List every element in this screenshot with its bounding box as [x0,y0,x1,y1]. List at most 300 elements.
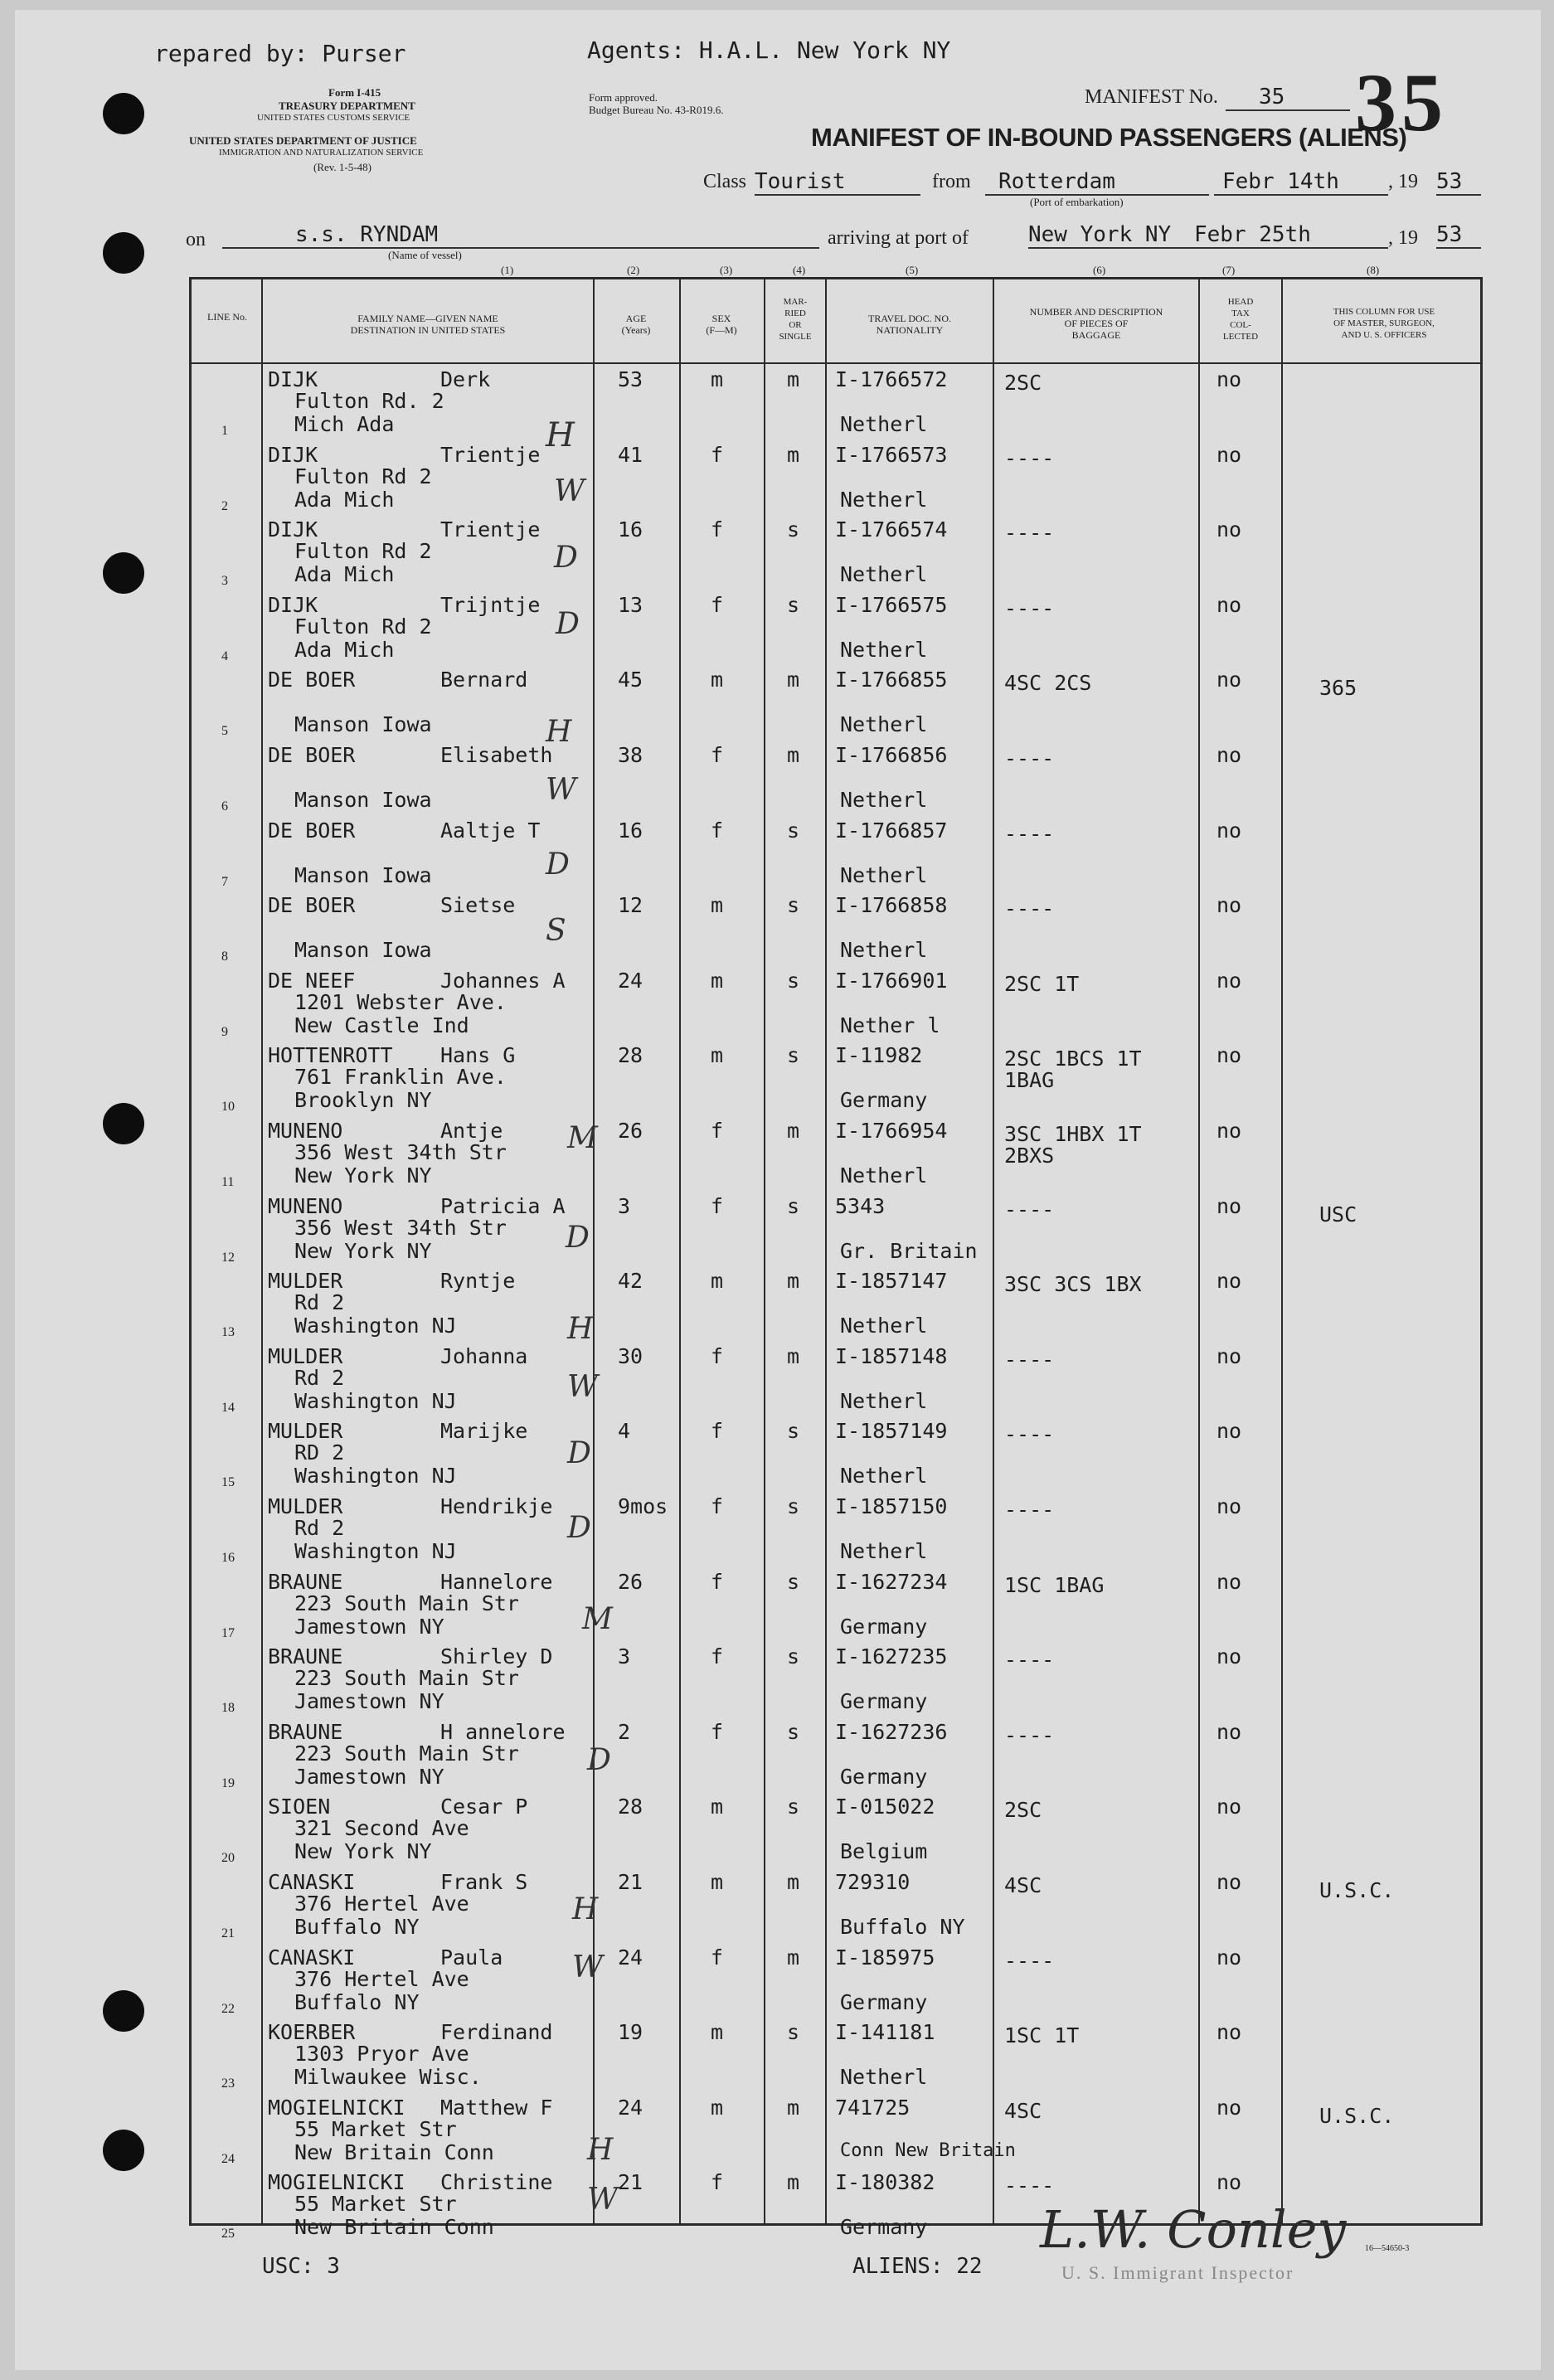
address-line-2: Washington NJ [294,1539,457,1563]
baggage: ---- [1004,1722,1055,1747]
given-name: Sietse [440,893,516,918]
marital-status: s [787,1494,800,1518]
head-tax: no [1216,1795,1242,1819]
handwritten-mark: D [567,1436,591,1470]
nationality: Netherl [840,938,928,963]
address-line-2: New Castle Ind [294,1013,469,1037]
age: 9mos [618,1494,668,1518]
baggage: ---- [1004,896,1055,921]
address-line-1: 223 South Main Str [294,1741,519,1766]
family-name: DIJK [268,592,318,617]
agents-line: Agents: H.A.L. New York NY [587,36,951,64]
line-number: 21 [221,1926,235,1940]
handwritten-mark: W [546,773,577,807]
given-name: Johanna [440,1343,528,1368]
arrival-year-prefix: , 19 [1388,227,1418,249]
address-line-2: Washington NJ [294,1388,457,1413]
address-line-2: Mich Ada [294,412,395,436]
head-tax: no [1216,1644,1242,1669]
head-tax: no [1216,2020,1242,2045]
family-name: DIJK [268,442,318,467]
table-row [192,514,1480,590]
line-number: 2 [221,498,228,513]
marital-status: s [787,1193,800,1218]
travel-doc-no: I-1766954 [835,1119,948,1143]
nationality: Germany [840,1088,928,1113]
travel-doc-no: I-1857149 [835,1419,948,1444]
address-line-1: Fulton Rd. 2 [294,389,444,413]
given-name: H annelore [440,1719,566,1744]
nationality: Netherl [840,412,928,436]
age: 28 [618,1795,643,1819]
address-line-1: RD 2 [294,1440,345,1465]
marital-status: m [787,442,800,467]
officer-note: U.S.C. [1319,1878,1395,1902]
arrival-port: New York NY [1028,222,1186,249]
from-label: from [932,171,971,192]
address-line-1: Fulton Rd 2 [294,539,432,564]
baggage: ---- [1004,595,1055,620]
immigration-service: IMMIGRATION AND NATURALIZATION SERVICE [219,148,424,158]
marital-status: s [787,1569,800,1594]
travel-doc-no: I-015022 [835,1795,935,1819]
marital-status: s [787,1419,800,1444]
travel-doc-no: I-1766856 [835,743,948,767]
manifest-title: MANIFEST OF IN-BOUND PASSENGERS (ALIENS) [811,123,1407,152]
inspector-signature: L.W. Conley [1040,2199,1347,2260]
handwritten-mark: M [582,1602,613,1636]
given-name: Paula [440,1945,503,1970]
marital-status: s [787,517,800,542]
form-code: 16—54650-3 [1365,2244,1410,2253]
line-number: 25 [221,2227,235,2242]
arrival-year: 53 [1436,222,1481,249]
nationality: Germany [840,1764,928,1789]
line-number: 13 [221,1325,235,1340]
marital-status: m [787,1870,800,1894]
nationality: Germany [840,1689,928,1714]
sex: f [711,1419,724,1444]
sex: m [711,1795,724,1819]
sex: f [711,1193,724,1218]
travel-doc-no: 741725 [835,2095,911,2120]
family-name: BRAUNE [268,1644,343,1669]
departure-date: Febr 14th [1214,169,1388,196]
line-number: 11 [221,1175,235,1189]
baggage: 2SC [1004,371,1042,395]
travel-doc-no: I-1857147 [835,1269,948,1294]
head-tax: no [1216,1269,1242,1294]
head-tax: no [1216,668,1242,692]
address-line-1: Fulton Rd 2 [294,614,432,639]
handwritten-mark: D [556,607,580,641]
baggage: ---- [1004,1422,1055,1447]
line-number: 10 [221,1100,235,1115]
binder-hole [103,93,144,134]
given-name: Trientje [440,517,541,542]
col-number: (2) [627,264,640,276]
table-row [192,1566,1480,1642]
baggage: ---- [1004,521,1055,546]
treasury-dept: TREASURY DEPARTMENT [279,100,415,112]
marital-status: m [787,1119,800,1143]
line-number: 1 [221,424,228,438]
handwritten-mark: D [567,1511,591,1545]
marital-status: s [787,1043,800,1068]
age: 24 [618,1945,643,1970]
class-value: Tourist [755,169,920,196]
travel-doc-no: I-1857148 [835,1343,948,1368]
nationality: Netherl [840,788,928,812]
line-number: 23 [221,2076,235,2091]
nationality: Conn New Britain [840,2140,1016,2161]
baggage: 4SC [1004,1873,1042,1897]
baggage: 3SC 1HBX 1T 2BXS [1004,1122,1142,1168]
line-number: 8 [221,950,228,964]
table-row [192,815,1480,891]
head-tax: no [1216,1419,1242,1444]
address-line-2: New York NY [294,1238,432,1263]
address-line-2: New York NY [294,1163,432,1188]
address-line-1: 223 South Main Str [294,1591,519,1615]
age: 12 [618,893,643,918]
head-tax: no [1216,968,1242,993]
sex: m [711,1269,724,1294]
age: 30 [618,1343,643,1368]
marital-status: m [787,1945,800,1970]
manifest-page [15,10,1541,2370]
line-number: 14 [221,1400,235,1415]
table-row [192,1191,1480,1266]
age: 16 [618,517,643,542]
marital-status: s [787,1719,800,1744]
handwritten-mark: H [587,2133,614,2167]
table-row [192,1717,1480,1792]
table-row [192,590,1480,665]
header-name: FAMILY NAME—GIVEN NAME DESTINATION IN UNITED STATES [350,313,506,336]
marital-status: s [787,893,800,918]
line-number: 6 [221,799,228,814]
head-tax: no [1216,1494,1242,1518]
table-row [192,1791,1480,1867]
family-name: MULDER [268,1419,343,1444]
table-row [192,965,1480,1041]
table-row [192,740,1480,815]
address-line-1: 356 West 34th Str [294,1140,507,1164]
given-name: Frank S [440,1870,528,1894]
family-name: DIJK [268,367,318,391]
line-number: 16 [221,1551,235,1565]
nationality: Netherl [840,1314,928,1338]
sex: f [711,592,724,617]
baggage: ---- [1004,445,1055,470]
family-name: BRAUNE [268,1569,343,1594]
col-number: (1) [501,264,514,276]
given-name: Shirley D [440,1644,553,1669]
given-name: Ryntje [440,1269,516,1294]
handwritten-mark: W [567,1370,599,1404]
sex: f [711,1494,724,1518]
nationality: Nether l [840,1013,940,1037]
age: 13 [618,592,643,617]
family-name: DE NEEF [268,968,356,993]
marital-status: m [787,743,800,767]
address-line-1: Rd 2 [294,1516,345,1540]
address-line-2: Buffalo NY [294,1989,420,2014]
table-row [192,890,1480,965]
line-number: 20 [221,1851,235,1866]
address-line-1: 376 Hertel Ave [294,1892,469,1916]
family-name: MUNENO [268,1193,343,1218]
col-number: (3) [720,264,733,276]
line-number: 9 [221,1024,228,1039]
handwritten-mark: H [572,1892,599,1926]
header-married: MAR- RIED OR SINGLE [779,297,812,342]
customs-service: UNITED STATES CUSTOMS SERVICE [257,113,410,123]
address-line-1: 321 Second Ave [294,1816,469,1841]
handwritten-mark: D [587,1743,611,1777]
marital-status: m [787,668,800,692]
given-name: Antje [440,1119,503,1143]
header-age: AGE (Years) [621,313,651,336]
nationality: Germany [840,1614,928,1639]
baggage: 1SC 1T [1004,2023,1080,2048]
col-number: (6) [1093,264,1106,276]
age: 45 [618,668,643,692]
address-line-2: New York NY [294,1839,432,1864]
nationality: Netherl [840,637,928,662]
line-number: 17 [221,1625,235,1640]
address-line-2: Buffalo NY [294,1915,420,1939]
address-line-2: Ada Mich [294,637,395,662]
col-number: (7) [1222,264,1236,276]
officer-note: U.S.C. [1319,2103,1395,2128]
age: 2 [618,1719,631,1744]
head-tax: no [1216,2170,1242,2195]
sex: f [711,1343,724,1368]
binder-hole [103,1103,144,1144]
travel-doc-no: 5343 [835,1193,886,1218]
handwritten-mark: H [546,715,572,749]
nationality: Netherl [840,562,928,587]
handwritten-mark: M [567,1121,598,1155]
age: 42 [618,1269,643,1294]
rev-date: (Rev. 1-5-48) [313,161,372,173]
address-line-2: Brooklyn NY [294,1088,432,1113]
age: 24 [618,968,643,993]
address-line-1: 356 West 34th Str [294,1215,507,1240]
nationality: Netherl [840,1163,928,1188]
marital-status: m [787,2095,800,2120]
handwritten-mark: H [567,1312,594,1346]
nationality: Germany [840,1989,928,2014]
table-row [192,1641,1480,1717]
line-number: 7 [221,874,228,889]
line-number: 18 [221,1701,235,1716]
line-number: 22 [221,2001,235,2016]
arriving-label: arriving at port of [828,227,969,249]
given-name: Trijntje [440,592,541,617]
table-row [192,2017,1480,2092]
header-travel-doc: TRAVEL DOC. NO. NATIONALITY [867,313,951,336]
address-line-2: Manson Iowa [294,862,432,887]
given-name: Elisabeth [440,743,553,767]
sex: f [711,1719,724,1744]
sex: f [711,818,724,843]
address-line-2: Jamestown NY [294,1614,444,1639]
travel-doc-no: I-1627234 [835,1569,948,1594]
vessel-name: s.s. RYNDAM [222,222,819,249]
binder-hole [103,232,144,274]
baggage: 1SC 1BAG [1004,1572,1105,1597]
nationality: Netherl [840,1464,928,1489]
big-manifest-number: 35 [1355,56,1448,148]
address-line-1: 223 South Main Str [294,1666,519,1691]
aliens-count: ALIENS: 22 [852,2254,983,2279]
travel-doc-no: I-141181 [835,2020,935,2045]
sex: m [711,893,724,918]
header-head-tax: HEAD TAX COL- LECTED [1222,297,1259,342]
family-name: CANASKI [268,1870,356,1894]
head-tax: no [1216,592,1242,617]
table-row [192,1416,1480,1491]
travel-doc-no: 729310 [835,1870,911,1894]
nationality: Gr. Britain [840,1238,978,1263]
form-id: Form I-415 [328,86,381,99]
line-number: 5 [221,724,228,739]
age: 4 [618,1419,631,1444]
line-number: 3 [221,574,228,589]
handwritten-mark: W [572,1950,604,1984]
family-name: HOTTENROTT [268,1043,393,1068]
travel-doc-no: I-1766858 [835,893,948,918]
family-name: MUNENO [268,1119,343,1143]
handwritten-mark: D [554,541,578,575]
inspector-label: U. S. Immigrant Inspector [1061,2262,1294,2283]
marital-status: s [787,818,800,843]
age: 16 [618,818,643,843]
marital-status: s [787,2020,800,2045]
travel-doc-no: I-1627235 [835,1644,948,1669]
baggage: ---- [1004,2174,1055,2198]
handwritten-mark: D [566,1221,590,1255]
family-name: SIOEN [268,1795,331,1819]
age: 21 [618,2170,643,2195]
baggage: ---- [1004,1648,1055,1673]
marital-status: s [787,1644,800,1669]
vessel-caption: (Name of vessel) [388,249,462,261]
head-tax: no [1216,1193,1242,1218]
nationality: Germany [840,2215,928,2240]
given-name: Bernard [440,668,528,692]
marital-status: m [787,1269,800,1294]
given-name: Trientje [440,442,541,467]
baggage: ---- [1004,1347,1055,1372]
address-line-2: Ada Mich [294,487,395,512]
table-row [192,1491,1480,1566]
age: 24 [618,2095,643,2120]
binder-hole [103,1990,144,2032]
nationality: Netherl [840,712,928,737]
address-line-2: New Britain Conn [294,2215,494,2240]
family-name: DE BOER [268,743,356,767]
given-name: Hannelore [440,1569,553,1594]
sex: f [711,1945,724,1970]
baggage: ---- [1004,746,1055,770]
header-sex: SEX (F—M) [706,313,737,336]
nationality: Netherl [840,1388,928,1413]
year-prefix: , 19 [1388,171,1418,192]
manifest-no-label: MANIFEST No. [1085,86,1218,108]
family-name: BRAUNE [268,1719,343,1744]
address-line-1: Fulton Rd 2 [294,464,432,488]
marital-status: m [787,2170,800,2195]
sex: m [711,2020,724,2045]
age: 38 [618,743,643,767]
address-line-2: Ada Mich [294,562,395,587]
family-name: DIJK [268,517,318,542]
age: 26 [618,1119,643,1143]
on-label: on [186,229,206,250]
nationality: Netherl [840,487,928,512]
head-tax: no [1216,818,1242,843]
nationality: Netherl [840,2065,928,2090]
head-tax: no [1216,1043,1242,1068]
given-name: Ferdinand [440,2020,553,2045]
table-row [192,1942,1480,2018]
given-name: Marijke [440,1419,528,1444]
header-officers-column: THIS COLUMN FOR USE OF MASTER, SURGEON, AND U. S. OFFICERS [1333,307,1435,340]
head-tax: no [1216,1343,1242,1368]
baggage: ---- [1004,821,1055,846]
handwritten-mark: W [554,474,585,508]
head-tax: no [1216,743,1242,767]
travel-doc-no: I-1857150 [835,1494,948,1518]
table-row [192,1040,1480,1115]
justice-dept: UNITED STATES DEPARTMENT OF JUSTICE [189,134,417,147]
nationality: Buffalo NY [840,1915,965,1939]
age: 19 [618,2020,643,2045]
family-name: MOGIELNICKI [268,2095,405,2120]
travel-doc-no: I-1766857 [835,818,948,843]
address-line-1: Rd 2 [294,1365,345,1390]
class-label: Class [703,171,747,192]
family-name: MULDER [268,1494,343,1518]
family-name: KOERBER [268,2020,356,2045]
sex: m [711,968,724,993]
family-name: DE BOER [268,818,356,843]
address-line-2: Manson Iowa [294,788,432,812]
travel-doc-no: I-1627236 [835,1719,948,1744]
age: 41 [618,442,643,467]
sex: m [711,367,724,391]
given-name: Aaltje T [440,818,541,843]
departure-year: 53 [1436,169,1481,196]
sex: f [711,743,724,767]
age: 53 [618,367,643,391]
travel-doc-no: I-11982 [835,1043,923,1068]
sex: f [711,1119,724,1143]
address-line-2: Washington NJ [294,1464,457,1489]
head-tax: no [1216,2095,1242,2120]
given-name: Christine [440,2170,553,2195]
baggage: ---- [1004,1948,1055,1973]
marital-status: s [787,1795,800,1819]
port-of-embarkation: Rotterdam [985,169,1209,196]
family-name: DE BOER [268,668,356,692]
given-name: Matthew F [440,2095,553,2120]
address-line-1: 55 Market Str [294,2192,457,2217]
